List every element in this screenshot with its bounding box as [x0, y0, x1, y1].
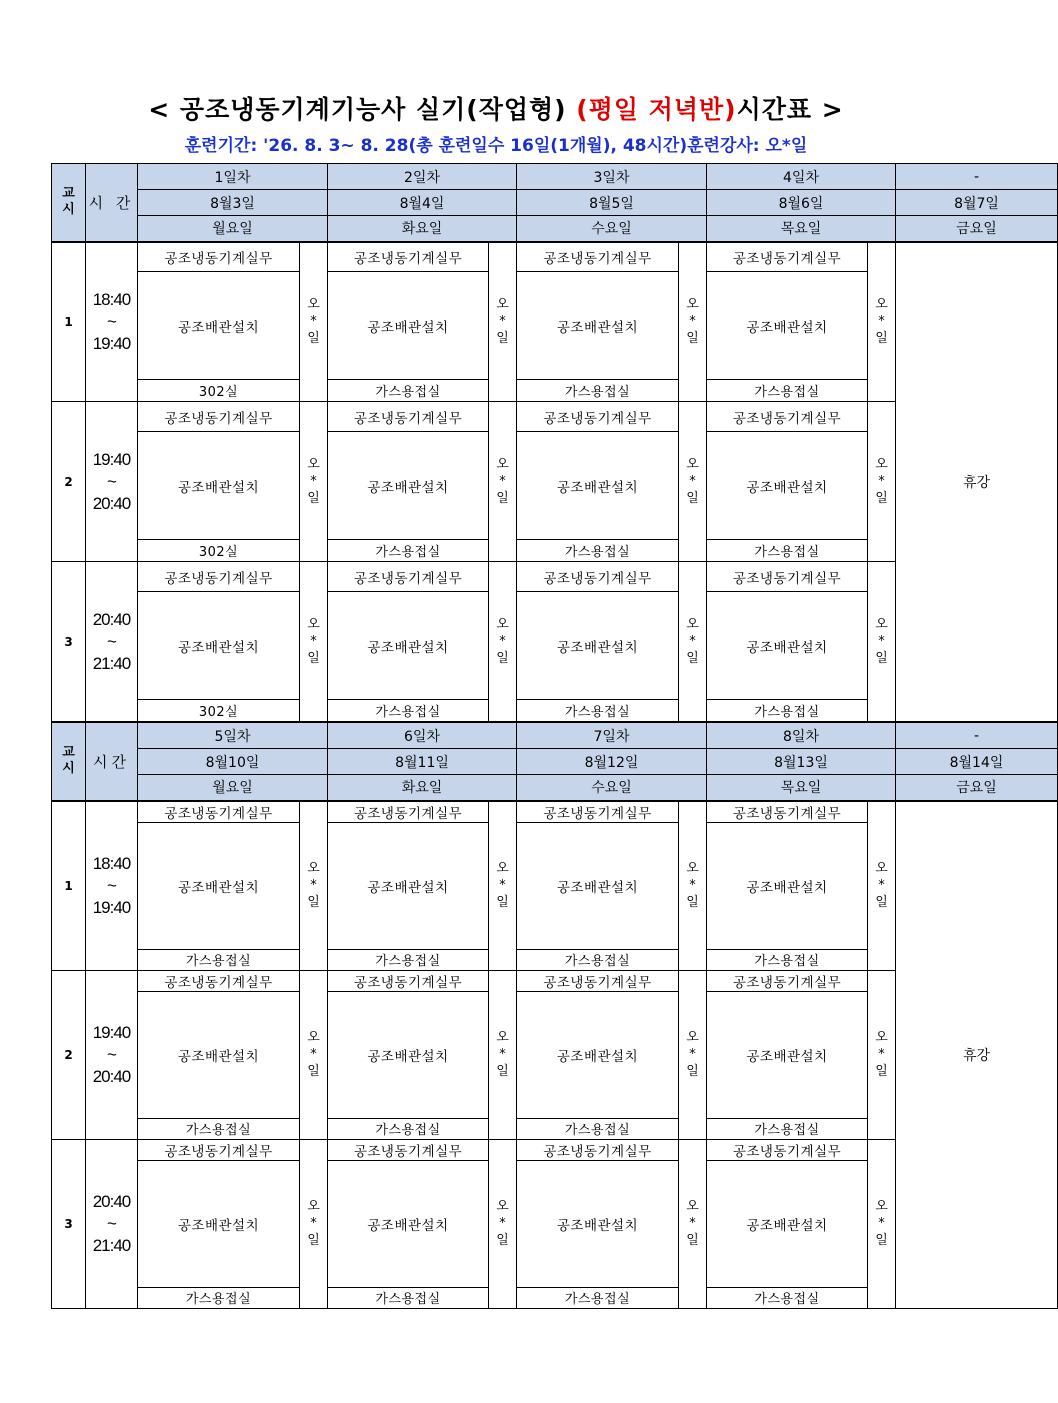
instructor-char: 일 [496, 1233, 509, 1248]
instructor-char: 오 [875, 617, 888, 632]
time-end: 19:40 [92, 333, 131, 353]
instructor-cell [868, 242, 896, 402]
course-cell: 공조배관설치 [138, 432, 300, 540]
day-3-weekday: 수요일 [517, 216, 707, 242]
day-3-weekday: 수요일 [517, 775, 707, 801]
room-cell: 가스용접실 [707, 540, 868, 562]
time-start: 20:40 [92, 609, 131, 629]
period-time [86, 801, 138, 971]
subject-cell: 공조냉동기계실무 [138, 970, 300, 991]
course-cell: 공조배관설치 [328, 592, 489, 700]
time-start: 20:40 [92, 1191, 131, 1211]
subject-cell: 공조냉동기계실무 [707, 1139, 868, 1160]
day-5-date: 8월7일 [896, 190, 1058, 216]
time-header: 시 간 [86, 164, 138, 242]
instructor-char: 오 [686, 297, 699, 313]
title-suffix: 시간표 > [736, 95, 844, 124]
period-time [86, 242, 138, 402]
page-title [0, 90, 992, 126]
instructor-char: 오 [496, 297, 509, 313]
instructor-char: * [878, 634, 885, 649]
day-1-weekday: 월요일 [138, 216, 328, 242]
day-3-date: 8월12일 [517, 749, 707, 775]
instructor-cell [300, 402, 328, 562]
time-sep: ~ [107, 311, 116, 331]
instructor-cell [679, 801, 707, 971]
period-time [86, 402, 138, 562]
course-cell: 공조배관설치 [517, 1160, 679, 1287]
period-number: 1 [52, 801, 86, 971]
room-cell: 가스용접실 [517, 700, 679, 722]
room-cell: 가스용접실 [517, 540, 679, 562]
course-cell: 공조배관설치 [138, 1160, 300, 1287]
header-row-weekday [52, 216, 1058, 242]
time-sep: ~ [107, 875, 116, 895]
header-row-day [52, 164, 1058, 190]
subject-cell: 공조냉동기계실무 [707, 801, 868, 823]
instructor-char: * [878, 878, 885, 893]
instructor-char: 일 [496, 331, 509, 347]
subject-cell: 공조냉동기계실무 [328, 1139, 489, 1160]
subject-cell: 공조냉동기계실무 [517, 242, 679, 272]
subject-cell: 공조냉동기계실무 [328, 801, 489, 823]
instructor-char: 오 [875, 861, 888, 876]
instructor-char: * [310, 314, 317, 330]
instructor-char: 오 [496, 457, 509, 472]
instructor-char: 일 [686, 1233, 699, 1248]
room-cell: 가스용접실 [707, 949, 868, 970]
time-start: 18:40 [92, 853, 131, 873]
day-2-weekday: 화요일 [328, 216, 517, 242]
instructor-char: 일 [686, 491, 699, 506]
instructor-char: 오 [686, 617, 699, 632]
subject-cell: 공조냉동기계실무 [328, 970, 489, 991]
time-start: 18:40 [92, 289, 131, 309]
timetable-week-1 [51, 163, 1058, 722]
course-cell: 공조배관설치 [328, 272, 489, 380]
instructor-cell [489, 562, 517, 722]
instructor-char: * [499, 634, 506, 649]
period-header-label: 교시 [62, 186, 75, 218]
instructor-char: * [689, 314, 696, 330]
subject-cell: 공조냉동기계실무 [138, 402, 300, 432]
subject-cell: 공조냉동기계실무 [707, 970, 868, 991]
room-cell: 가스용접실 [517, 1118, 679, 1139]
room-cell: 302실 [138, 540, 300, 562]
time-header: 시간 [86, 723, 138, 801]
header-row-date [52, 190, 1058, 216]
day-4-weekday: 목요일 [707, 775, 896, 801]
day-1-weekday: 월요일 [138, 775, 328, 801]
instructor-char: * [499, 474, 506, 489]
room-cell: 가스용접실 [138, 949, 300, 970]
period-time [86, 562, 138, 722]
instructor-char: 일 [875, 331, 888, 347]
room-cell: 가스용접실 [707, 1287, 868, 1308]
room-cell: 가스용접실 [707, 1118, 868, 1139]
course-cell: 공조배관설치 [707, 592, 868, 700]
day-5-weekday: 금요일 [896, 775, 1058, 801]
instructor-char: 일 [875, 1064, 888, 1079]
instructor-char: 일 [307, 651, 320, 666]
instructor-char: 일 [496, 491, 509, 506]
instructor-char: 오 [875, 297, 888, 313]
instructor-char: * [689, 878, 696, 893]
subject-cell: 공조냉동기계실무 [517, 970, 679, 991]
instructor-char: 오 [686, 457, 699, 472]
time-sep: ~ [107, 1044, 116, 1064]
room-cell: 가스용접실 [328, 1118, 489, 1139]
instructor-cell [868, 402, 896, 562]
instructor-char: * [310, 634, 317, 649]
holiday-cell: 휴강 [896, 242, 1058, 722]
day-1-date: 8월10일 [138, 749, 328, 775]
subject-cell: 공조냉동기계실무 [517, 801, 679, 823]
day-5-day: - [896, 723, 1058, 749]
instructor-cell [679, 402, 707, 562]
instructor-char: 오 [875, 457, 888, 472]
period-header [52, 164, 86, 242]
instructor-cell [679, 562, 707, 722]
instructor-char: 오 [307, 861, 320, 876]
room-cell: 가스용접실 [328, 1287, 489, 1308]
instructor-cell [300, 1139, 328, 1308]
time-sep: ~ [107, 471, 116, 491]
room-cell: 가스용접실 [707, 380, 868, 402]
holiday-cell: 휴강 [896, 801, 1058, 1309]
period-time [86, 970, 138, 1139]
instructor-char: 오 [307, 1199, 320, 1214]
instructor-char: * [878, 474, 885, 489]
instructor-char: 오 [307, 617, 320, 632]
course-cell: 공조배관설치 [517, 432, 679, 540]
course-cell: 공조배관설치 [328, 432, 489, 540]
course-cell: 공조배관설치 [517, 991, 679, 1118]
day-4-day: 4일차 [707, 164, 896, 190]
instructor-char: * [878, 314, 885, 330]
course-cell: 공조배관설치 [138, 272, 300, 380]
instructor-char: 일 [496, 895, 509, 910]
instructor-char: * [499, 878, 506, 893]
instructor-cell [489, 402, 517, 562]
instructor-char: 일 [307, 895, 320, 910]
subject-cell: 공조냉동기계실무 [517, 562, 679, 592]
subject-cell: 공조냉동기계실무 [707, 562, 868, 592]
day-2-day: 2일차 [328, 164, 517, 190]
instructor-char: 일 [307, 491, 320, 506]
course-cell: 공조배관설치 [138, 592, 300, 700]
instructor-cell [868, 1139, 896, 1308]
time-start: 19:40 [92, 449, 131, 469]
course-cell: 공조배관설치 [707, 991, 868, 1118]
time-sep: ~ [107, 631, 116, 651]
period-header [52, 723, 86, 801]
day-1-day: 5일차 [138, 723, 328, 749]
instructor-char: * [310, 474, 317, 489]
instructor-char: 오 [307, 297, 320, 313]
instructor-char: 일 [875, 895, 888, 910]
day-3-day: 3일차 [517, 164, 707, 190]
period-number: 1 [52, 242, 86, 402]
room-cell: 가스용접실 [138, 1118, 300, 1139]
subject-cell: 공조냉동기계실무 [138, 242, 300, 272]
day-1-date: 8월3일 [138, 190, 328, 216]
instructor-char: 오 [686, 1030, 699, 1045]
day-2-day: 6일차 [328, 723, 517, 749]
day-4-day: 8일차 [707, 723, 896, 749]
subject-cell: 공조냉동기계실무 [138, 801, 300, 823]
instructor-char: * [499, 314, 506, 330]
day-5-date: 8월14일 [896, 749, 1058, 775]
room-cell: 가스용접실 [328, 380, 489, 402]
day-3-day: 7일차 [517, 723, 707, 749]
day-5-day: - [896, 164, 1058, 190]
day-4-date: 8월6일 [707, 190, 896, 216]
day-5-weekday: 금요일 [896, 216, 1058, 242]
room-cell: 가스용접실 [138, 1287, 300, 1308]
course-cell: 공조배관설치 [328, 991, 489, 1118]
instructor-cell [868, 801, 896, 971]
instructor-cell [489, 970, 517, 1139]
timetable-week-2 [51, 722, 1058, 1309]
instructor-char: 일 [875, 491, 888, 506]
time-sep: ~ [107, 1213, 116, 1233]
time-end: 20:40 [92, 493, 131, 513]
period-1-row [52, 801, 1058, 823]
subject-cell: 공조냉동기계실무 [707, 242, 868, 272]
course-cell: 공조배관설치 [707, 432, 868, 540]
instructor-char: 오 [496, 1199, 509, 1214]
day-2-date: 8월4일 [328, 190, 517, 216]
day-4-date: 8월13일 [707, 749, 896, 775]
instructor-char: 일 [875, 1233, 888, 1248]
course-cell: 공조배관설치 [517, 822, 679, 949]
instructor-char: 오 [686, 861, 699, 876]
instructor-char: * [689, 1216, 696, 1231]
subject-cell: 공조냉동기계실무 [328, 242, 489, 272]
time-end: 21:40 [92, 653, 131, 673]
instructor-char: * [689, 634, 696, 649]
course-cell: 공조배관설치 [517, 272, 679, 380]
instructor-char: 오 [496, 1030, 509, 1045]
course-cell: 공조배관설치 [707, 272, 868, 380]
course-cell: 공조배관설치 [517, 592, 679, 700]
instructor-char: 일 [307, 1233, 320, 1248]
room-cell: 가스용접실 [328, 700, 489, 722]
room-cell: 가스용접실 [707, 700, 868, 722]
instructor-char: 일 [496, 1064, 509, 1079]
instructor-char: 일 [307, 331, 320, 347]
instructor-char: 일 [686, 895, 699, 910]
instructor-char: * [310, 1216, 317, 1231]
instructor-char: 오 [875, 1030, 888, 1045]
instructor-char: 일 [686, 651, 699, 666]
title-highlight: (평일 저녁반) [576, 95, 737, 124]
instructor-cell [868, 970, 896, 1139]
instructor-char: 일 [875, 651, 888, 666]
title-prefix: < 공조냉동기계기능사 실기(작업형) [148, 95, 577, 124]
instructor-char: * [689, 474, 696, 489]
instructor-char: 오 [496, 861, 509, 876]
day-2-weekday: 화요일 [328, 775, 517, 801]
instructor-cell [300, 801, 328, 971]
instructor-cell [300, 562, 328, 722]
instructor-char: 오 [496, 617, 509, 632]
day-2-date: 8월11일 [328, 749, 517, 775]
course-cell: 공조배관설치 [328, 1160, 489, 1287]
period-1-row [52, 242, 1058, 272]
time-end: 20:40 [92, 1066, 131, 1086]
instructor-cell [300, 242, 328, 402]
period-number: 2 [52, 970, 86, 1139]
instructor-char: 일 [686, 1064, 699, 1079]
subject-cell: 공조냉동기계실무 [328, 562, 489, 592]
subject-cell: 공조냉동기계실무 [138, 562, 300, 592]
subject-cell: 공조냉동기계실무 [707, 402, 868, 432]
instructor-cell [679, 242, 707, 402]
subject-cell: 공조냉동기계실무 [517, 1139, 679, 1160]
room-cell: 가스용접실 [328, 949, 489, 970]
course-cell: 공조배관설치 [707, 822, 868, 949]
instructor-char: * [310, 878, 317, 893]
instructor-char: * [310, 1047, 317, 1062]
instructor-char: 일 [496, 651, 509, 666]
instructor-cell [679, 1139, 707, 1308]
period-time [86, 1139, 138, 1308]
room-cell: 가스용접실 [517, 949, 679, 970]
subject-cell: 공조냉동기계실무 [138, 1139, 300, 1160]
course-cell: 공조배관설치 [707, 1160, 868, 1287]
instructor-cell [868, 562, 896, 722]
instructor-char: 오 [875, 1199, 888, 1214]
room-cell: 302실 [138, 380, 300, 402]
instructor-char: * [499, 1047, 506, 1062]
course-cell: 공조배관설치 [328, 822, 489, 949]
time-end: 19:40 [92, 897, 131, 917]
room-cell: 가스용접실 [328, 540, 489, 562]
course-cell: 공조배관설치 [138, 822, 300, 949]
subject-cell: 공조냉동기계실무 [328, 402, 489, 432]
room-cell: 가스용접실 [517, 1287, 679, 1308]
time-end: 21:40 [92, 1235, 131, 1255]
instructor-char: 오 [307, 1030, 320, 1045]
header-row-date [52, 749, 1058, 775]
instructor-char: 일 [686, 331, 699, 347]
course-cell: 공조배관설치 [138, 991, 300, 1118]
instructor-char: * [499, 1216, 506, 1231]
instructor-cell [489, 1139, 517, 1308]
instructor-cell [489, 801, 517, 971]
period-number: 2 [52, 402, 86, 562]
instructor-char: * [689, 1047, 696, 1062]
instructor-char: 오 [307, 457, 320, 472]
header-row-day [52, 723, 1058, 749]
instructor-cell [300, 970, 328, 1139]
period-header-label: 교시 [62, 745, 75, 777]
instructor-char: 일 [307, 1064, 320, 1079]
period-number: 3 [52, 562, 86, 722]
instructor-char: * [878, 1047, 885, 1062]
instructor-cell [679, 970, 707, 1139]
training-period-subtitle: 훈련기간: '26. 8. 3~ 8. 28(총 훈련일수 16일(1개월), 48시간)훈련강사: 오*일 [184, 136, 808, 156]
time-start: 19:40 [92, 1022, 131, 1042]
day-4-weekday: 목요일 [707, 216, 896, 242]
room-cell: 가스용접실 [517, 380, 679, 402]
instructor-char: 오 [686, 1199, 699, 1214]
period-number: 3 [52, 1139, 86, 1308]
day-3-date: 8월5일 [517, 190, 707, 216]
day-1-day: 1일차 [138, 164, 328, 190]
instructor-char: * [878, 1216, 885, 1231]
subject-cell: 공조냉동기계실무 [517, 402, 679, 432]
room-cell: 302실 [138, 700, 300, 722]
instructor-cell [489, 242, 517, 402]
header-row-weekday [52, 775, 1058, 801]
